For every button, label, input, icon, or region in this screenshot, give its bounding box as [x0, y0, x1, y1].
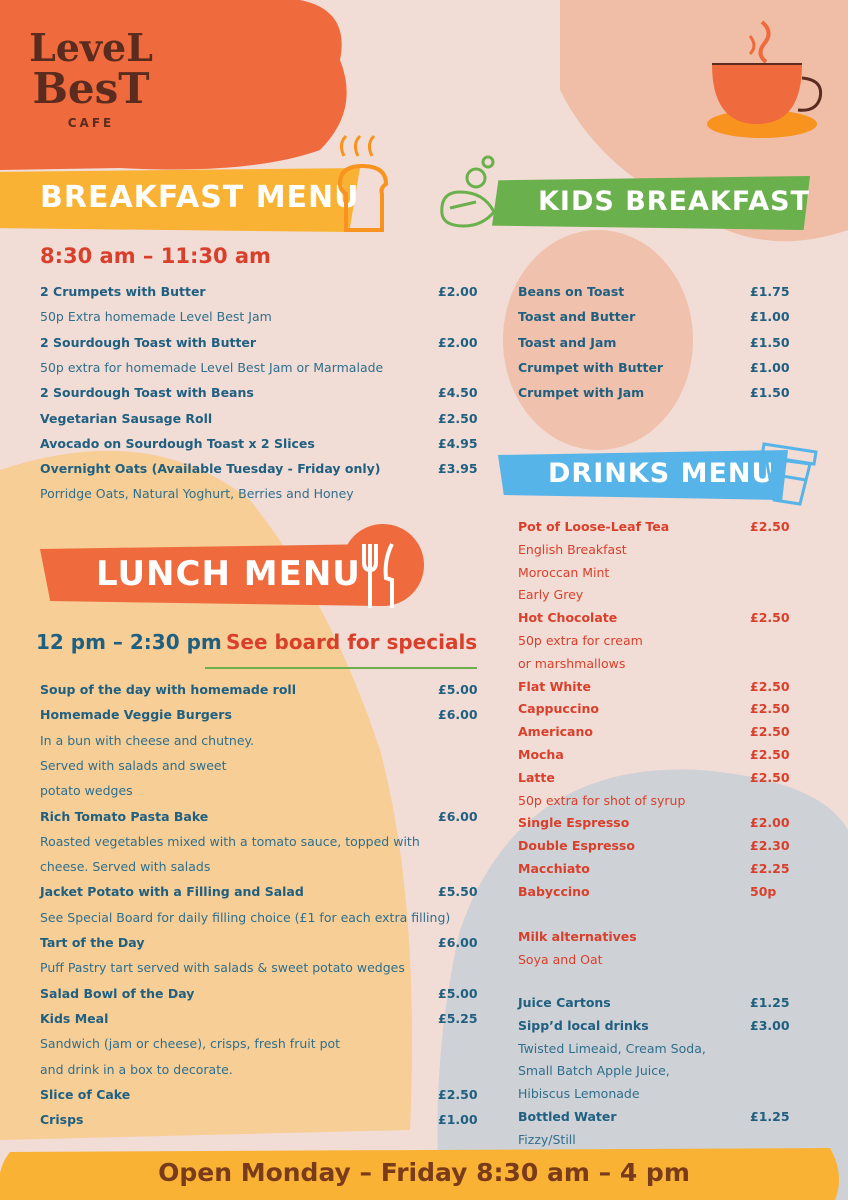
drinks-item-price: £2.50	[750, 769, 790, 785]
lunch-item-name: Served with salads and sweet	[40, 757, 227, 773]
lunch-item-name: Roasted vegetables mixed with a tomato sauce, topped with	[40, 833, 420, 849]
lunch-item-name: Slice of Cake	[40, 1086, 131, 1102]
breakfast-item-price: £4.95	[438, 435, 478, 451]
lunch-item-name: Sandwich (jam or cheese), crisps, fresh fruit pot	[40, 1036, 341, 1052]
drinks-item-price: £2.50	[750, 610, 790, 626]
kids-item-name: Crumpet with Butter	[518, 359, 664, 375]
drinks-item-name: Pot of Loose-Leaf Tea	[518, 519, 670, 534]
breakfast-item-price: £2.00	[438, 334, 478, 350]
breakfast-item-price: £2.50	[438, 410, 478, 426]
drinks-extra-price: £1.25	[750, 1109, 790, 1124]
lunch-item-price: £6.00	[438, 707, 478, 723]
drinks-item-price: £2.30	[750, 838, 790, 854]
drinks-item-name: Flat White	[518, 678, 592, 694]
kids-item-name: Crumpet with Jam	[518, 385, 645, 401]
drinks-item-price: £2.50	[750, 701, 790, 717]
kids-title: KIDS BREAKFAST	[538, 186, 810, 217]
breakfast-item-name: Vegetarian Sausage Roll	[40, 410, 213, 426]
lunch-item-price: £5.25	[438, 1010, 478, 1026]
lunch-item-name: cheese. Served with salads	[40, 859, 211, 875]
kids-item-price: £1.00	[750, 359, 790, 375]
drinks-item-name: Babyccino	[518, 883, 590, 899]
lunch-item-name: Rich Tomato Pasta Bake	[40, 808, 209, 824]
lunch-item-name: Salad Bowl of the Day	[40, 985, 195, 1001]
logo-line1: LeveL	[29, 25, 153, 70]
breakfast-hours: 8:30 am – 11:30 am	[40, 244, 271, 268]
drinks-item-name: Mocha	[518, 747, 564, 762]
lunch-item-name: Crisps	[40, 1112, 84, 1128]
drinks-item-name: Double Espresso	[518, 838, 635, 854]
breakfast-item-name: 2 Sourdough Toast with Butter	[40, 334, 257, 350]
drinks-item-name: 50p extra for shot of syrup	[518, 792, 686, 808]
lunch-item-price: £6.00	[438, 808, 478, 824]
kids-item-name: Toast and Butter	[518, 309, 636, 325]
drinks-extra-name: Juice Cartons	[518, 995, 611, 1010]
lunch-item-name: Jacket Potato with a Filling and Salad	[40, 884, 304, 900]
breakfast-item-name: 2 Crumpets with Butter	[40, 284, 206, 299]
drinks-extra-name: Fizzy/Still	[518, 1131, 576, 1147]
drinks-extra-price: £3.00	[750, 1017, 790, 1033]
logo	[26, 25, 156, 130]
lunch-item-name: and drink in a box to decorate.	[40, 1061, 233, 1077]
drinks-item-name: Hot Chocolate	[518, 610, 618, 626]
drinks-item-name: Macchiato	[518, 861, 590, 876]
lunch-item-name: Soup of the day with homemade roll	[40, 682, 296, 697]
drinks-item-name: Soya and Oat	[518, 952, 603, 968]
footer-opening-hours: Open Monday – Friday 8:30 am – 4 pm	[158, 1158, 690, 1187]
drinks-item-name: 50p extra for cream	[518, 633, 643, 648]
lunch-item-name: potato wedges	[40, 783, 133, 799]
kids-item-price: £1.50	[750, 385, 790, 401]
breakfast-title: BREAKFAST MENU	[40, 180, 360, 215]
lunch-item-name: Homemade Veggie Burgers	[40, 707, 232, 723]
drinks-extra-name: Hibiscus Lemonade	[518, 1086, 640, 1102]
drinks-item-price: 50p	[750, 883, 777, 899]
kids-item-price: £1.50	[750, 334, 790, 350]
kids-item-name: Toast and Jam	[518, 334, 617, 350]
drinks-item-name: or marshmallows	[518, 655, 626, 671]
drinks-extra-name: Sipp’d local drinks	[518, 1017, 649, 1033]
drinks-extra-name: Twisted Limeaid, Cream Soda,	[518, 1040, 706, 1056]
coffee-cup-icon	[700, 14, 830, 144]
breakfast-item-price: £3.95	[438, 461, 478, 477]
lunch-item-name: Kids Meal	[40, 1010, 109, 1026]
drinks-title: DRINKS MENU	[548, 458, 775, 489]
drinks-item-name: Single Espresso	[518, 815, 630, 831]
kids-item-price: £1.00	[750, 309, 790, 325]
breakfast-item-name: Overnight Oats (Available Tuesday - Friday only)	[40, 461, 381, 477]
lunch-specials: See board for specials	[226, 630, 478, 654]
breakfast-item-price: £2.00	[438, 284, 478, 299]
breakfast-item-name: 50p extra for homemade Level Best Jam or Marmalade	[40, 359, 384, 375]
drinks-item-name: Americano	[518, 724, 593, 740]
lunch-item-name: In a bun with cheese and chutney.	[40, 732, 255, 748]
drinks-item-price: £2.50	[750, 678, 790, 694]
breakfast-item-name: 2 Sourdough Toast with Beans	[40, 385, 254, 401]
lunch-divider	[205, 667, 477, 669]
logo-line2: BesT	[32, 64, 150, 113]
drinks-item-name: Milk alternatives	[518, 929, 637, 945]
kids-item-name: Beans on Toast	[518, 284, 625, 299]
drinks-item-price: £2.50	[750, 519, 790, 534]
breakfast-item-name: 50p Extra homemade Level Best Jam	[40, 309, 272, 325]
toast-icon	[330, 134, 400, 234]
drinks-item-price: £2.25	[750, 861, 790, 876]
fork-knife-icon	[356, 540, 416, 610]
drinks-extra-price: £1.25	[750, 995, 790, 1010]
drinks-item-price: £2.50	[750, 724, 790, 740]
drinks-item-name: Cappuccino	[518, 701, 599, 717]
breakfast-item-price: £4.50	[438, 385, 478, 401]
lunch-item-name: See Special Board for daily filling choice (£1 for each extra filling)	[40, 909, 451, 925]
drinks-item-name: Moroccan Mint	[518, 564, 610, 580]
kids-item-price: £1.75	[750, 284, 790, 299]
drinks-extra-name: Small Batch Apple Juice,	[518, 1063, 670, 1079]
lunch-item-price: £1.00	[438, 1112, 478, 1128]
drinks-item-name: Early Grey	[518, 587, 584, 603]
breakfast-item-name: Porridge Oats, Natural Yoghurt, Berries and Honey	[40, 486, 354, 502]
lunch-item-price: £5.50	[438, 884, 478, 900]
lunch-item-price: £2.50	[438, 1086, 478, 1102]
drinks-item-name: English Breakfast	[518, 541, 627, 557]
breakfast-item-name: Avocado on Sourdough Toast x 2 Slices	[40, 435, 315, 451]
lunch-item-price: £5.00	[438, 682, 478, 697]
lunch-title: LUNCH MENU	[96, 554, 361, 594]
logo-line3: CAFE	[67, 116, 115, 130]
takeaway-cup-icon	[756, 430, 826, 510]
drinks-item-price: £2.50	[750, 747, 790, 762]
lunch-item-price: £5.00	[438, 985, 478, 1001]
lunch-item-name: Puff Pastry tart served with salads & sweet potato wedges	[40, 960, 405, 976]
lunch-hours: 12 pm – 2:30 pm	[36, 630, 222, 654]
drinks-extra-name: Bottled Water	[518, 1109, 617, 1124]
drinks-item-name: Latte	[518, 769, 555, 785]
lunch-item-name: Tart of the Day	[40, 935, 145, 950]
lunch-item-price: £6.00	[438, 935, 478, 950]
drinks-item-price: £2.00	[750, 815, 790, 831]
